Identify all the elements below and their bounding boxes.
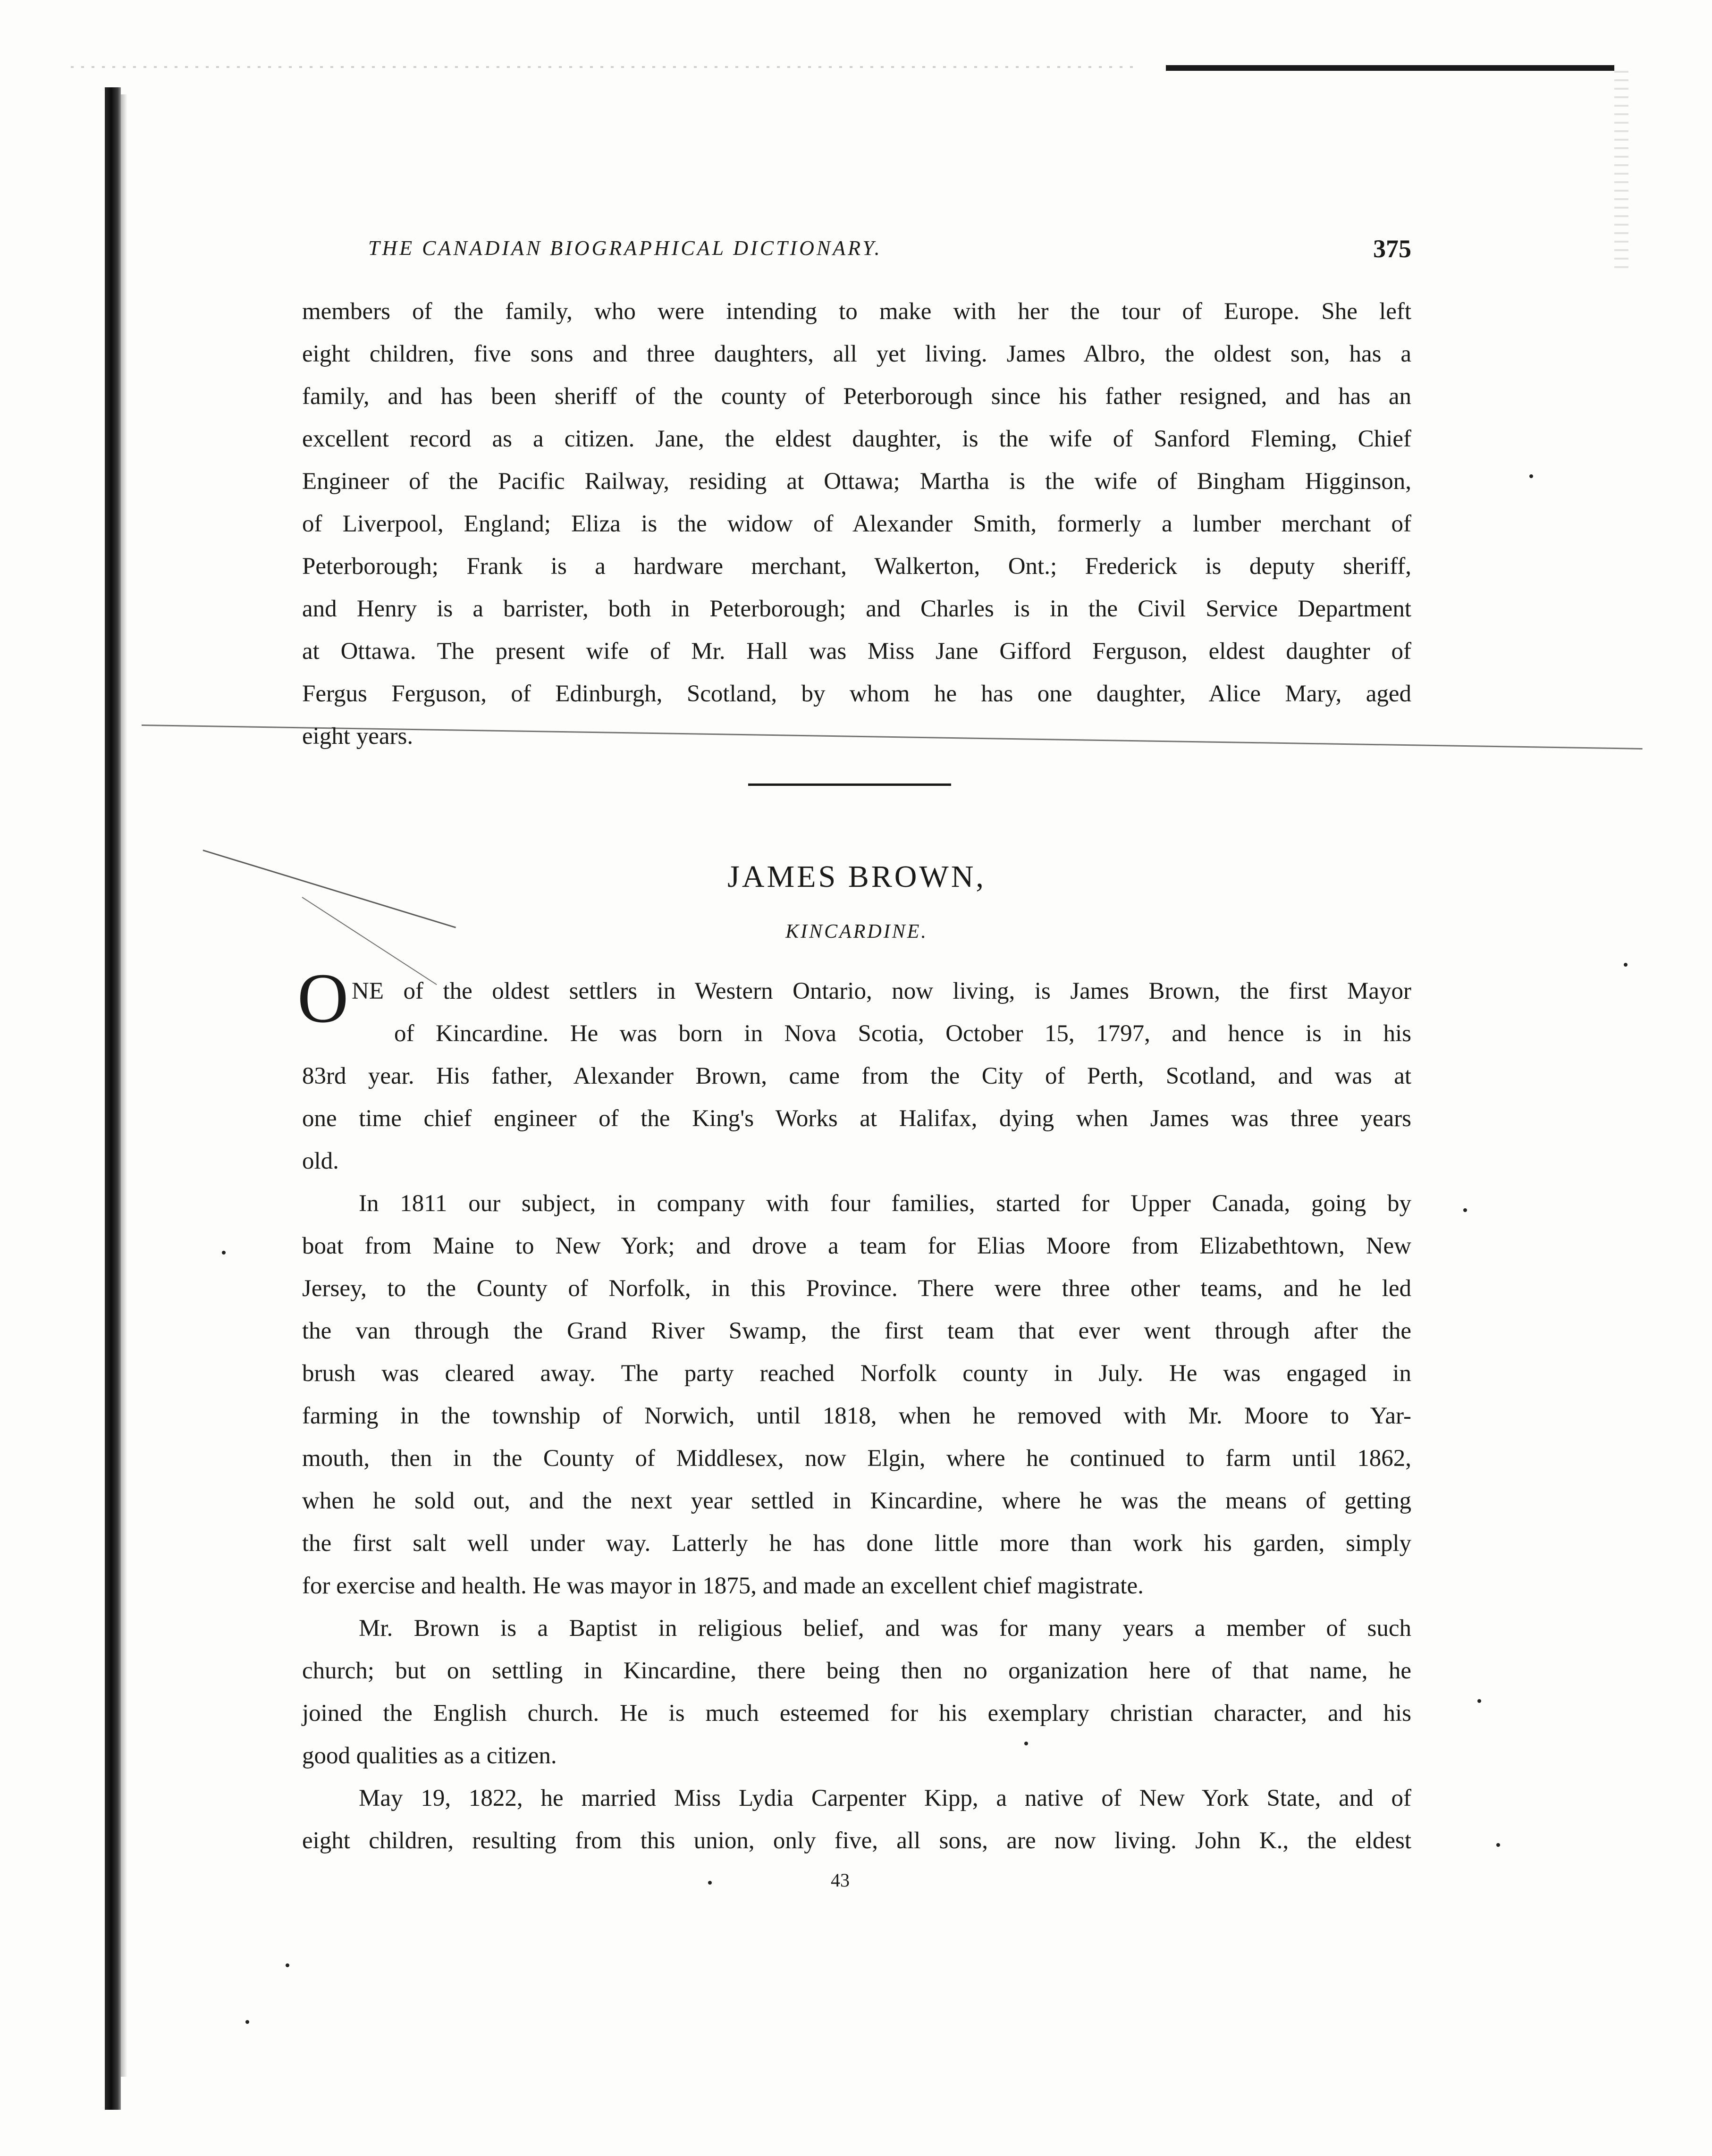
biography-paragraph-4 xyxy=(302,1777,1411,1862)
scan-speck xyxy=(245,2020,249,2024)
continuation-paragraph xyxy=(302,290,1411,758)
text-line: Fergus Ferguson, of Edinburgh, Scotland, by whom he has one daughter, Alice Mary, aged xyxy=(302,681,1411,707)
page-number: 375 xyxy=(1373,235,1411,263)
text-line: members of the family, who were intending to make with her the tour of Europe. She left xyxy=(302,298,1411,325)
binding-shadow-soft xyxy=(121,94,127,2077)
text-line: eight years. xyxy=(302,723,413,750)
text-line: old. xyxy=(302,1148,339,1174)
scan-speck xyxy=(1024,1742,1028,1745)
text-line: farming in the township of Norwich, until 1818, when he removed with Mr. Moore to Yar- xyxy=(302,1403,1411,1429)
text-line: good qualities as a citizen. xyxy=(302,1743,557,1769)
text-line: the first salt well under way. Latterly he has done little more than work his garden, simply xyxy=(302,1530,1411,1557)
biography-paragraph-2 xyxy=(302,1182,1411,1607)
section-separator xyxy=(748,783,951,786)
scan-speck xyxy=(222,1251,226,1255)
text-line: joined the English church. He is much esteemed for his exemplary christian character, and his xyxy=(302,1700,1411,1726)
biography-paragraph-1 xyxy=(302,970,1411,1182)
drop-cap: O xyxy=(297,959,349,1037)
scan-speck xyxy=(1496,1843,1500,1847)
right-edge-speckle xyxy=(1614,71,1628,269)
text-line: of Kincardine. He was born in Nova Scotia, October 15, 1797, and hence is in his xyxy=(394,1020,1411,1047)
biography-place: KINCARDINE. xyxy=(785,921,928,943)
text-line: May 19, 1822, he married Miss Lydia Carpenter Kipp, a native of New York State, and of xyxy=(359,1785,1411,1811)
scan-speck xyxy=(286,1963,289,1967)
text-line: eight children, resulting from this union, only five, all sons, are now living. John K., the eldest xyxy=(302,1828,1411,1854)
text-line: for exercise and health. He was mayor in 1875, and made an excellent chief magistrate. xyxy=(302,1573,1144,1599)
top-edge-speckle xyxy=(71,66,1133,68)
text-line: the van through the Grand River Swamp, the first team that ever went through after the xyxy=(302,1318,1411,1344)
scan-speck xyxy=(1529,474,1533,478)
text-line: eight children, five sons and three daughters, all yet living. James Albro, the oldest son, has a xyxy=(302,341,1411,367)
scan-speck xyxy=(1624,963,1628,967)
text-line: excellent record as a citizen. Jane, the eldest daughter, is the wife of Sanford Fleming, Chief xyxy=(302,426,1411,452)
scan-speck xyxy=(1463,1208,1467,1212)
text-line: Engineer of the Pacific Railway, residing at Ottawa; Martha is the wife of Bingham Higginson, xyxy=(302,468,1411,495)
text-line: when he sold out, and the next year settled in Kincardine, where he was the means of getting xyxy=(302,1488,1411,1514)
text-line: NE of the oldest settlers in Western Ontario, now living, is James Brown, the first Mayor xyxy=(352,978,1411,1004)
text-line: mouth, then in the County of Middlesex, now Elgin, where he continued to farm until 1862, xyxy=(302,1445,1411,1472)
text-line: one time chief engineer of the King's Works at Halifax, dying when James was three years xyxy=(302,1105,1411,1132)
scan-speck xyxy=(1477,1699,1481,1703)
text-line: In 1811 our subject, in company with four families, started for Upper Canada, going by xyxy=(359,1190,1411,1217)
text-line: 83rd year. His father, Alexander Brown, came from the City of Perth, Scotland, and was at xyxy=(302,1063,1411,1089)
biography-paragraph-3 xyxy=(302,1607,1411,1777)
text-line: of Liverpool, England; Eliza is the widow of Alexander Smith, formerly a lumber merchant of xyxy=(302,511,1411,537)
top-edge-rule xyxy=(1166,65,1614,71)
scan-speck xyxy=(708,1881,712,1885)
binding-shadow xyxy=(105,87,121,2110)
text-line: Mr. Brown is a Baptist in religious belief, and was for many years a member of such xyxy=(359,1615,1411,1642)
text-line: family, and has been sheriff of the county of Peterborough since his father resigned, and has an xyxy=(302,383,1411,410)
signature-folio: 43 xyxy=(831,1870,850,1891)
text-line: at Ottawa. The present wife of Mr. Hall was Miss Jane Gifford Ferguson, eldest daughter of xyxy=(302,638,1411,665)
text-line: and Henry is a barrister, both in Peterborough; and Charles is in the Civil Service Department xyxy=(302,596,1411,622)
text-line: Peterborough; Frank is a hardware merchant, Walkerton, Ont.; Frederick is deputy sheriff, xyxy=(302,553,1411,580)
text-line: brush was cleared away. The party reached Norfolk county in July. He was engaged in xyxy=(302,1360,1411,1387)
text-line: church; but on settling in Kincardine, there being then no organization here of that name, he xyxy=(302,1658,1411,1684)
running-title: THE CANADIAN BIOGRAPHICAL DICTIONARY. xyxy=(368,236,882,260)
text-line: Jersey, to the County of Norfolk, in this Province. There were three other teams, and he led xyxy=(302,1275,1411,1302)
biography-name: JAMES BROWN, xyxy=(727,859,986,894)
text-line: boat from Maine to New York; and drove a team for Elias Moore from Elizabethtown, New xyxy=(302,1233,1411,1259)
running-head xyxy=(302,236,1411,269)
